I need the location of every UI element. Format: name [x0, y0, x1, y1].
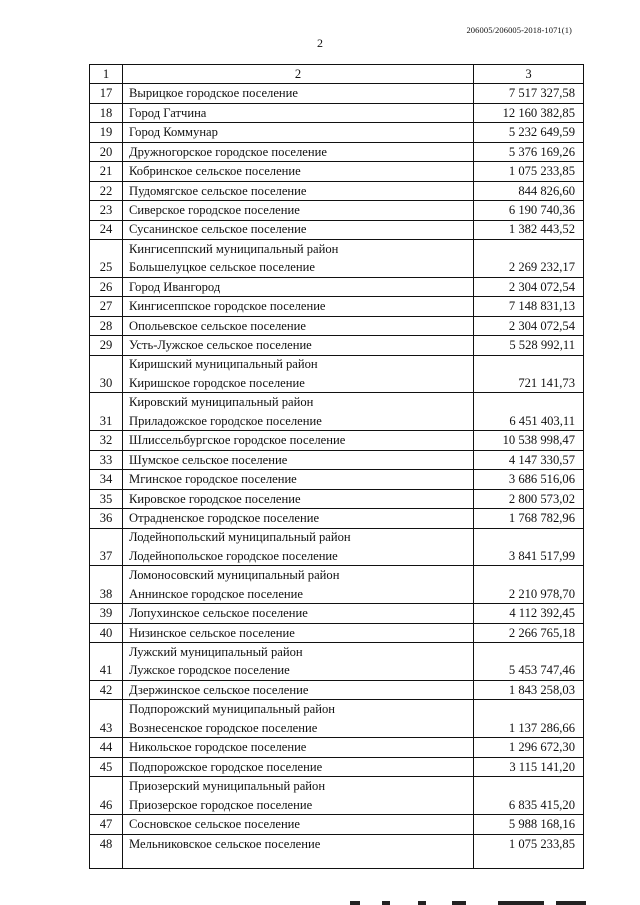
row-number [90, 528, 123, 547]
amount: 5 528 992,11 [474, 336, 584, 355]
amount: 6 451 403,11 [474, 412, 584, 431]
document-id: 206005/206005-2018-1071(1) [466, 25, 572, 35]
settlement-name: Никольское городское поселение [123, 738, 474, 757]
amount: 844 826,60 [474, 181, 584, 200]
table-row [90, 201, 584, 220]
amount: 6 835 415,20 [474, 796, 584, 815]
row-number [90, 777, 123, 796]
row-number: 29 [90, 336, 123, 355]
row-number: 35 [90, 489, 123, 508]
amount [474, 643, 584, 662]
row-number: 47 [90, 815, 123, 834]
settlement-name: Сусанинское сельское поселение [123, 220, 474, 239]
row-number: 22 [90, 181, 123, 200]
amount: 721 141,73 [474, 374, 584, 393]
amount: 7 148 831,13 [474, 297, 584, 316]
amount: 2 269 232,17 [474, 258, 584, 277]
amount: 4 112 392,45 [474, 604, 584, 623]
amount: 3 686 516,06 [474, 470, 584, 489]
row-number: 32 [90, 431, 123, 450]
district-name: Приозерский муниципальный район [123, 777, 474, 796]
amount: 5 988 168,16 [474, 815, 584, 834]
settlement-name: Приладожское городское поселение [123, 412, 474, 431]
district-header-row [90, 393, 584, 412]
amount: 2 304 072,54 [474, 316, 584, 335]
settlement-name: Отрадненское городское поселение [123, 509, 474, 528]
table-row [90, 316, 584, 335]
row-number: 30 [90, 374, 123, 393]
row-number: 33 [90, 450, 123, 469]
settlement-name: Подпорожское городское поселение [123, 757, 474, 776]
settlement-name: Город Ивангород [123, 277, 474, 296]
column-number-row [90, 65, 584, 84]
table-row [90, 757, 584, 776]
settlement-name: Вознесенское городское поселение [123, 719, 474, 738]
row-number: 17 [90, 84, 123, 103]
settlement-name: Кобринское сельское поселение [123, 162, 474, 181]
row-number: 41 [90, 662, 123, 681]
amount: 6 190 740,36 [474, 201, 584, 220]
amount: 2 210 978,70 [474, 585, 584, 604]
district-header-row [90, 700, 584, 719]
row-number: 21 [90, 162, 123, 181]
amount: 1 137 286,66 [474, 719, 584, 738]
row-number [90, 239, 123, 258]
amount [474, 566, 584, 585]
table-row [90, 142, 584, 161]
settlement-name: Лодейнопольское городское поселение [123, 547, 474, 566]
amount: 10 538 998,47 [474, 431, 584, 450]
table-row [90, 374, 584, 393]
table-row [90, 662, 584, 681]
settlement-name: Киришское городское поселение [123, 374, 474, 393]
table-row [90, 489, 584, 508]
scan-edge-marks [0, 897, 640, 905]
row-number: 19 [90, 123, 123, 142]
amount: 1 382 443,52 [474, 220, 584, 239]
settlement-name: Шумское сельское поселение [123, 450, 474, 469]
row-number: 24 [90, 220, 123, 239]
table-row [90, 181, 584, 200]
settlement-name: Большелуцкое сельское поселение [123, 258, 474, 277]
table-row [90, 509, 584, 528]
district-name: Лужский муниципальный район [123, 643, 474, 662]
amount: 1 075 233,85 [474, 834, 584, 868]
amount [474, 700, 584, 719]
amount: 1 296 672,30 [474, 738, 584, 757]
district-name: Кировский муниципальный район [123, 393, 474, 412]
row-number [90, 700, 123, 719]
amount [474, 393, 584, 412]
row-number: 37 [90, 547, 123, 566]
allocation-table [89, 64, 584, 869]
table-row [90, 412, 584, 431]
settlement-name: Мгинское городское поселение [123, 470, 474, 489]
row-number: 34 [90, 470, 123, 489]
settlement-name: Дзержинское сельское поселение [123, 681, 474, 700]
settlement-name: Город Коммунар [123, 123, 474, 142]
table-row [90, 84, 584, 103]
settlement-name: Пудомягское сельское поселение [123, 181, 474, 200]
settlement-name: Лопухинское сельское поселение [123, 604, 474, 623]
amount: 12 160 382,85 [474, 103, 584, 122]
settlement-name: Город Гатчина [123, 103, 474, 122]
row-number: 38 [90, 585, 123, 604]
table-row [90, 431, 584, 450]
row-number: 42 [90, 681, 123, 700]
amount [474, 239, 584, 258]
district-header-row [90, 777, 584, 796]
row-number: 40 [90, 623, 123, 642]
row-number [90, 643, 123, 662]
amount: 3 841 517,99 [474, 547, 584, 566]
amount: 5 232 649,59 [474, 123, 584, 142]
settlement-name: Сиверское городское поселение [123, 201, 474, 220]
row-number: 27 [90, 297, 123, 316]
amount: 2 800 573,02 [474, 489, 584, 508]
amount: 1 843 258,03 [474, 681, 584, 700]
table-row [90, 162, 584, 181]
row-number: 20 [90, 142, 123, 161]
settlement-name: Аннинское городское поселение [123, 585, 474, 604]
column-number-3: 3 [474, 65, 584, 84]
row-number: 18 [90, 103, 123, 122]
table-row [90, 796, 584, 815]
table-row [90, 547, 584, 566]
page-number: 2 [317, 36, 323, 50]
settlement-name: Шлиссельбургское городское поселение [123, 431, 474, 450]
row-number: 28 [90, 316, 123, 335]
district-name: Кингисеппский муниципальный район [123, 239, 474, 258]
row-number: 43 [90, 719, 123, 738]
row-number [90, 355, 123, 374]
table-row [90, 103, 584, 122]
table-row [90, 336, 584, 355]
amount: 1 075 233,85 [474, 162, 584, 181]
table-row [90, 815, 584, 834]
amount [474, 528, 584, 547]
settlement-name: Дружногорское городское поселение [123, 142, 474, 161]
row-number: 36 [90, 509, 123, 528]
amount: 5 376 169,26 [474, 142, 584, 161]
district-name: Лодейнопольский муниципальный район [123, 528, 474, 547]
table-row [90, 258, 584, 277]
district-header-row [90, 528, 584, 547]
district-header-row [90, 566, 584, 585]
row-number: 31 [90, 412, 123, 431]
amount: 7 517 327,58 [474, 84, 584, 103]
amount: 2 266 765,18 [474, 623, 584, 642]
settlement-name: Лужское городское поселение [123, 662, 474, 681]
row-number: 25 [90, 258, 123, 277]
table-row [90, 470, 584, 489]
settlement-name: Кингисеппское городское поселение [123, 297, 474, 316]
column-number-2: 2 [123, 65, 474, 84]
row-number: 44 [90, 738, 123, 757]
table-row [90, 220, 584, 239]
amount [474, 777, 584, 796]
table-row [90, 297, 584, 316]
amount: 5 453 747,46 [474, 662, 584, 681]
amount: 3 115 141,20 [474, 757, 584, 776]
district-header-row [90, 355, 584, 374]
column-number-1: 1 [90, 65, 123, 84]
row-number: 46 [90, 796, 123, 815]
amount: 4 147 330,57 [474, 450, 584, 469]
amount: 1 768 782,96 [474, 509, 584, 528]
table-row [90, 738, 584, 757]
district-header-row [90, 643, 584, 662]
settlement-name: Приозерское городское поселение [123, 796, 474, 815]
table-row [90, 604, 584, 623]
row-number [90, 566, 123, 585]
settlement-name: Мельниковское сельское поселение [123, 834, 474, 868]
settlement-name: Вырицкое городское поселение [123, 84, 474, 103]
table-row [90, 681, 584, 700]
row-number: 26 [90, 277, 123, 296]
table-row [90, 277, 584, 296]
settlement-name: Низинское сельское поселение [123, 623, 474, 642]
row-number: 45 [90, 757, 123, 776]
row-number: 39 [90, 604, 123, 623]
row-number [90, 393, 123, 412]
district-header-row [90, 239, 584, 258]
settlement-name: Опольевское сельское поселение [123, 316, 474, 335]
district-name: Подпорожский муниципальный район [123, 700, 474, 719]
settlement-name: Кировское городское поселение [123, 489, 474, 508]
table-row [90, 834, 584, 868]
district-name: Ломоносовский муниципальный район [123, 566, 474, 585]
amount [474, 355, 584, 374]
row-number: 23 [90, 201, 123, 220]
row-number: 48 [90, 834, 123, 868]
district-name: Киришский муниципальный район [123, 355, 474, 374]
amount: 2 304 072,54 [474, 277, 584, 296]
table-row [90, 585, 584, 604]
table-row [90, 450, 584, 469]
table-row [90, 623, 584, 642]
table-row [90, 123, 584, 142]
table-row [90, 719, 584, 738]
settlement-name: Усть-Лужское сельское поселение [123, 336, 474, 355]
settlement-name: Сосновское сельское поселение [123, 815, 474, 834]
